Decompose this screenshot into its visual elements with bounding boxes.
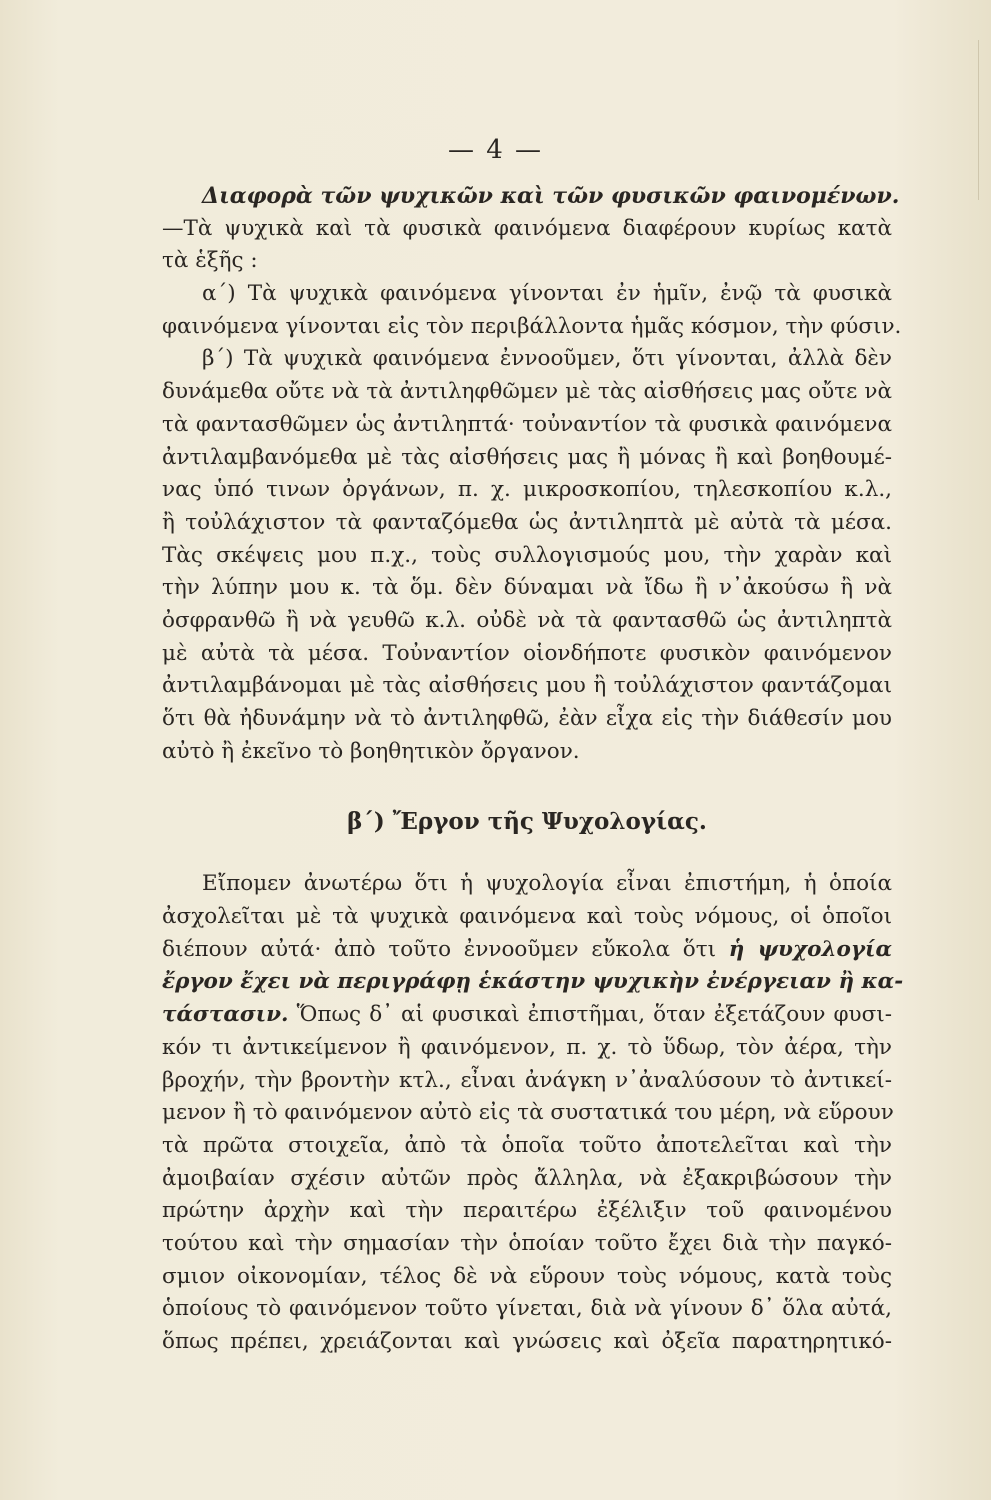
emphasis-span: ἡ ψυχολογία — [728, 936, 892, 962]
body-text — [162, 180, 904, 1359]
text-line: ὁποίους τὸ φαινόμενον τοῦτο γίνεται, διὰ νὰ γίνουν δ᾿ ὅλα αὐτά, — [162, 1296, 892, 1322]
text-line — [162, 934, 892, 967]
text-line: μενον ἢ τὸ φαινόμενον αὐτὸ εἰς τὰ συστατικά του μέρη, νὰ εὕρουν — [162, 1100, 894, 1126]
text-line: δυνάμεθα οὔτε νὰ τὰ ἀντιληφθῶμεν μὲ τὰς αἰσθήσεις μας οὔτε νὰ — [162, 379, 892, 405]
page-number: — 4 — — [447, 135, 544, 165]
text-span: Ὅπως δ᾿ αἱ φυσικαὶ ἐπιστῆμαι, ὅταν ἐξετάζουν φυσι- — [296, 1002, 892, 1028]
text-line: β΄) Τὰ ψυχικὰ φαινόμενα ἐννοοῦμεν, ὅτι γίνονται, ἀλλὰ δὲν — [202, 346, 892, 372]
text-line: Εἴπομεν ἀνωτέρω ὅτι ἡ ψυχολογία εἶναι ἐπιστήμη, ἡ ὁποία — [202, 871, 892, 897]
text-line: —Τὰ ψυχικὰ καὶ τὰ φυσικὰ φαινόμενα διαφέρουν κυρίως κατὰ — [162, 215, 892, 241]
text-line: ἀσχολεῖται μὲ τὰ ψυχικὰ φαινόμενα καὶ τοὺς νόμους, οἱ ὁποῖοι — [162, 904, 892, 930]
text-line: τὰ ἑξῆς : — [162, 248, 258, 274]
text-line: ἀμοιβαίαν σχέσιν αὐτῶν πρὸς ἄλληλα, νὰ ἐξακριβώσουν τὴν — [162, 1165, 892, 1191]
emphasis-line: ἔργον ἔχει νὰ περιγράφῃ ἑκάστην ψυχικὴν ἐνέργειαν ἢ κα- — [162, 969, 904, 995]
section-title-line — [162, 180, 900, 213]
section-title: Διαφορὰ τῶν ψυχικῶν καὶ τῶν φυσικῶν φαινομένων. — [202, 183, 900, 209]
text-line: κόν τι ἀντικείμενον ἢ φαινόμενον, π. χ. τὸ ὕδωρ, τὸν ἀέρα, τὴν — [162, 1034, 892, 1060]
section-heading: β΄) Ἔργον τῆς Ψυχολογίας. — [347, 808, 707, 836]
text-line: αὐτὸ ἢ ἐκεῖνο τὸ βοηθητικὸν ὄργανον. — [162, 738, 580, 764]
page-edge-line — [978, 40, 979, 200]
text-line: τούτου καὶ τὴν σημασίαν τὴν ὁποίαν τοῦτο ἔχει διὰ τὴν παγκό- — [162, 1230, 892, 1256]
text-line: ὀσφρανθῶ ἢ νὰ γευθῶ κ.λ. οὐδὲ νὰ τὰ φαντασθῶ ὡς ἀντιληπτὰ — [162, 607, 892, 633]
text-line: μὲ αὐτὰ τὰ μέσα. Τοὐναντίον οἱονδήποτε φυσικὸν φαινόμενον — [162, 640, 892, 666]
text-line: τὰ πρῶτα στοιχεῖα, ἀπὸ τὰ ὁποῖα τοῦτο ἀποτελεῖται καὶ τὴν — [162, 1132, 892, 1158]
emphasis-span: τάστασιν. — [162, 1002, 289, 1028]
text-line — [162, 999, 892, 1032]
text-line: νας ὑπό τινων ὀργάνων, π. χ. μικροσκοπίου, τηλεσκοπίου κ.λ., — [162, 477, 892, 503]
text-line: Τὰς σκέψεις μου π.χ., τοὺς συλλογισμούς μου, τὴν χαρὰν καὶ — [162, 542, 892, 568]
text-span: διέπουν αὐτά· ἀπὸ τοῦτο ἐννοοῦμεν εὔκολα ὅτι — [162, 936, 717, 962]
text-line: τὰ φαντασθῶμεν ὡς ἀντιληπτά· τοὐναντίον τὰ φυσικὰ φαινόμενα — [162, 411, 892, 437]
text-line: πρώτην ἀρχὴν καὶ τὴν περαιτέρω ἐξέλιξιν τοῦ φαινομένου — [162, 1198, 892, 1224]
text-line: ἀντιλαμβανόμεθα μὲ τὰς αἰσθήσεις μας ἢ μόνας ἢ καὶ βοηθουμέ- — [162, 444, 892, 470]
text-line: ἀντιλαμβάνομαι μὲ τὰς αἰσθήσεις μου ἢ τοὐλάχιστον φαντάζομαι — [162, 673, 892, 699]
text-line: ἢ τοὐλάχιστον τὰ φανταζόμεθα ὡς ἀντιληπτὰ μὲ αὐτὰ τὰ μέσα. — [162, 509, 892, 535]
text-line: ὅτι θὰ ἠδυνάμην νὰ τὸ ἀντιληφθῶ, ἐὰν εἶχα εἰς τὴν διάθεσίν μου — [162, 706, 892, 731]
text-line: τὴν λύπην μου κ. τὰ ὅμ. δὲν δύναμαι νὰ ἴδω ἢ ν᾿ἀκούσω ἢ νὰ — [162, 575, 892, 601]
text-line: σμιον οἰκονομίαν, τέλος δὲ νὰ εὕρουν τοὺς νόμους, κατὰ τοὺς — [162, 1263, 892, 1289]
text-line: ὅπως πρέπει, χρειάζονται καὶ γνώσεις καὶ ὀξεῖα παρατηρητικό- — [162, 1329, 892, 1354]
text-line: φαινόμενα γίνονται εἰς τὸν περιβάλλοντα ἡμᾶς κόσμον, τὴν φύσιν. — [162, 313, 902, 339]
text-line: βροχήν, τὴν βροντὴν κτλ., εἶναι ἀνάγκη ν᾿ἀναλύσουν τὸ ἀντικεί- — [162, 1067, 892, 1093]
text-line: α΄) Τὰ ψυχικὰ φαινόμενα γίνονται ἐν ἡμῖν, ἐνῷ τὰ φυσικὰ — [202, 281, 892, 307]
